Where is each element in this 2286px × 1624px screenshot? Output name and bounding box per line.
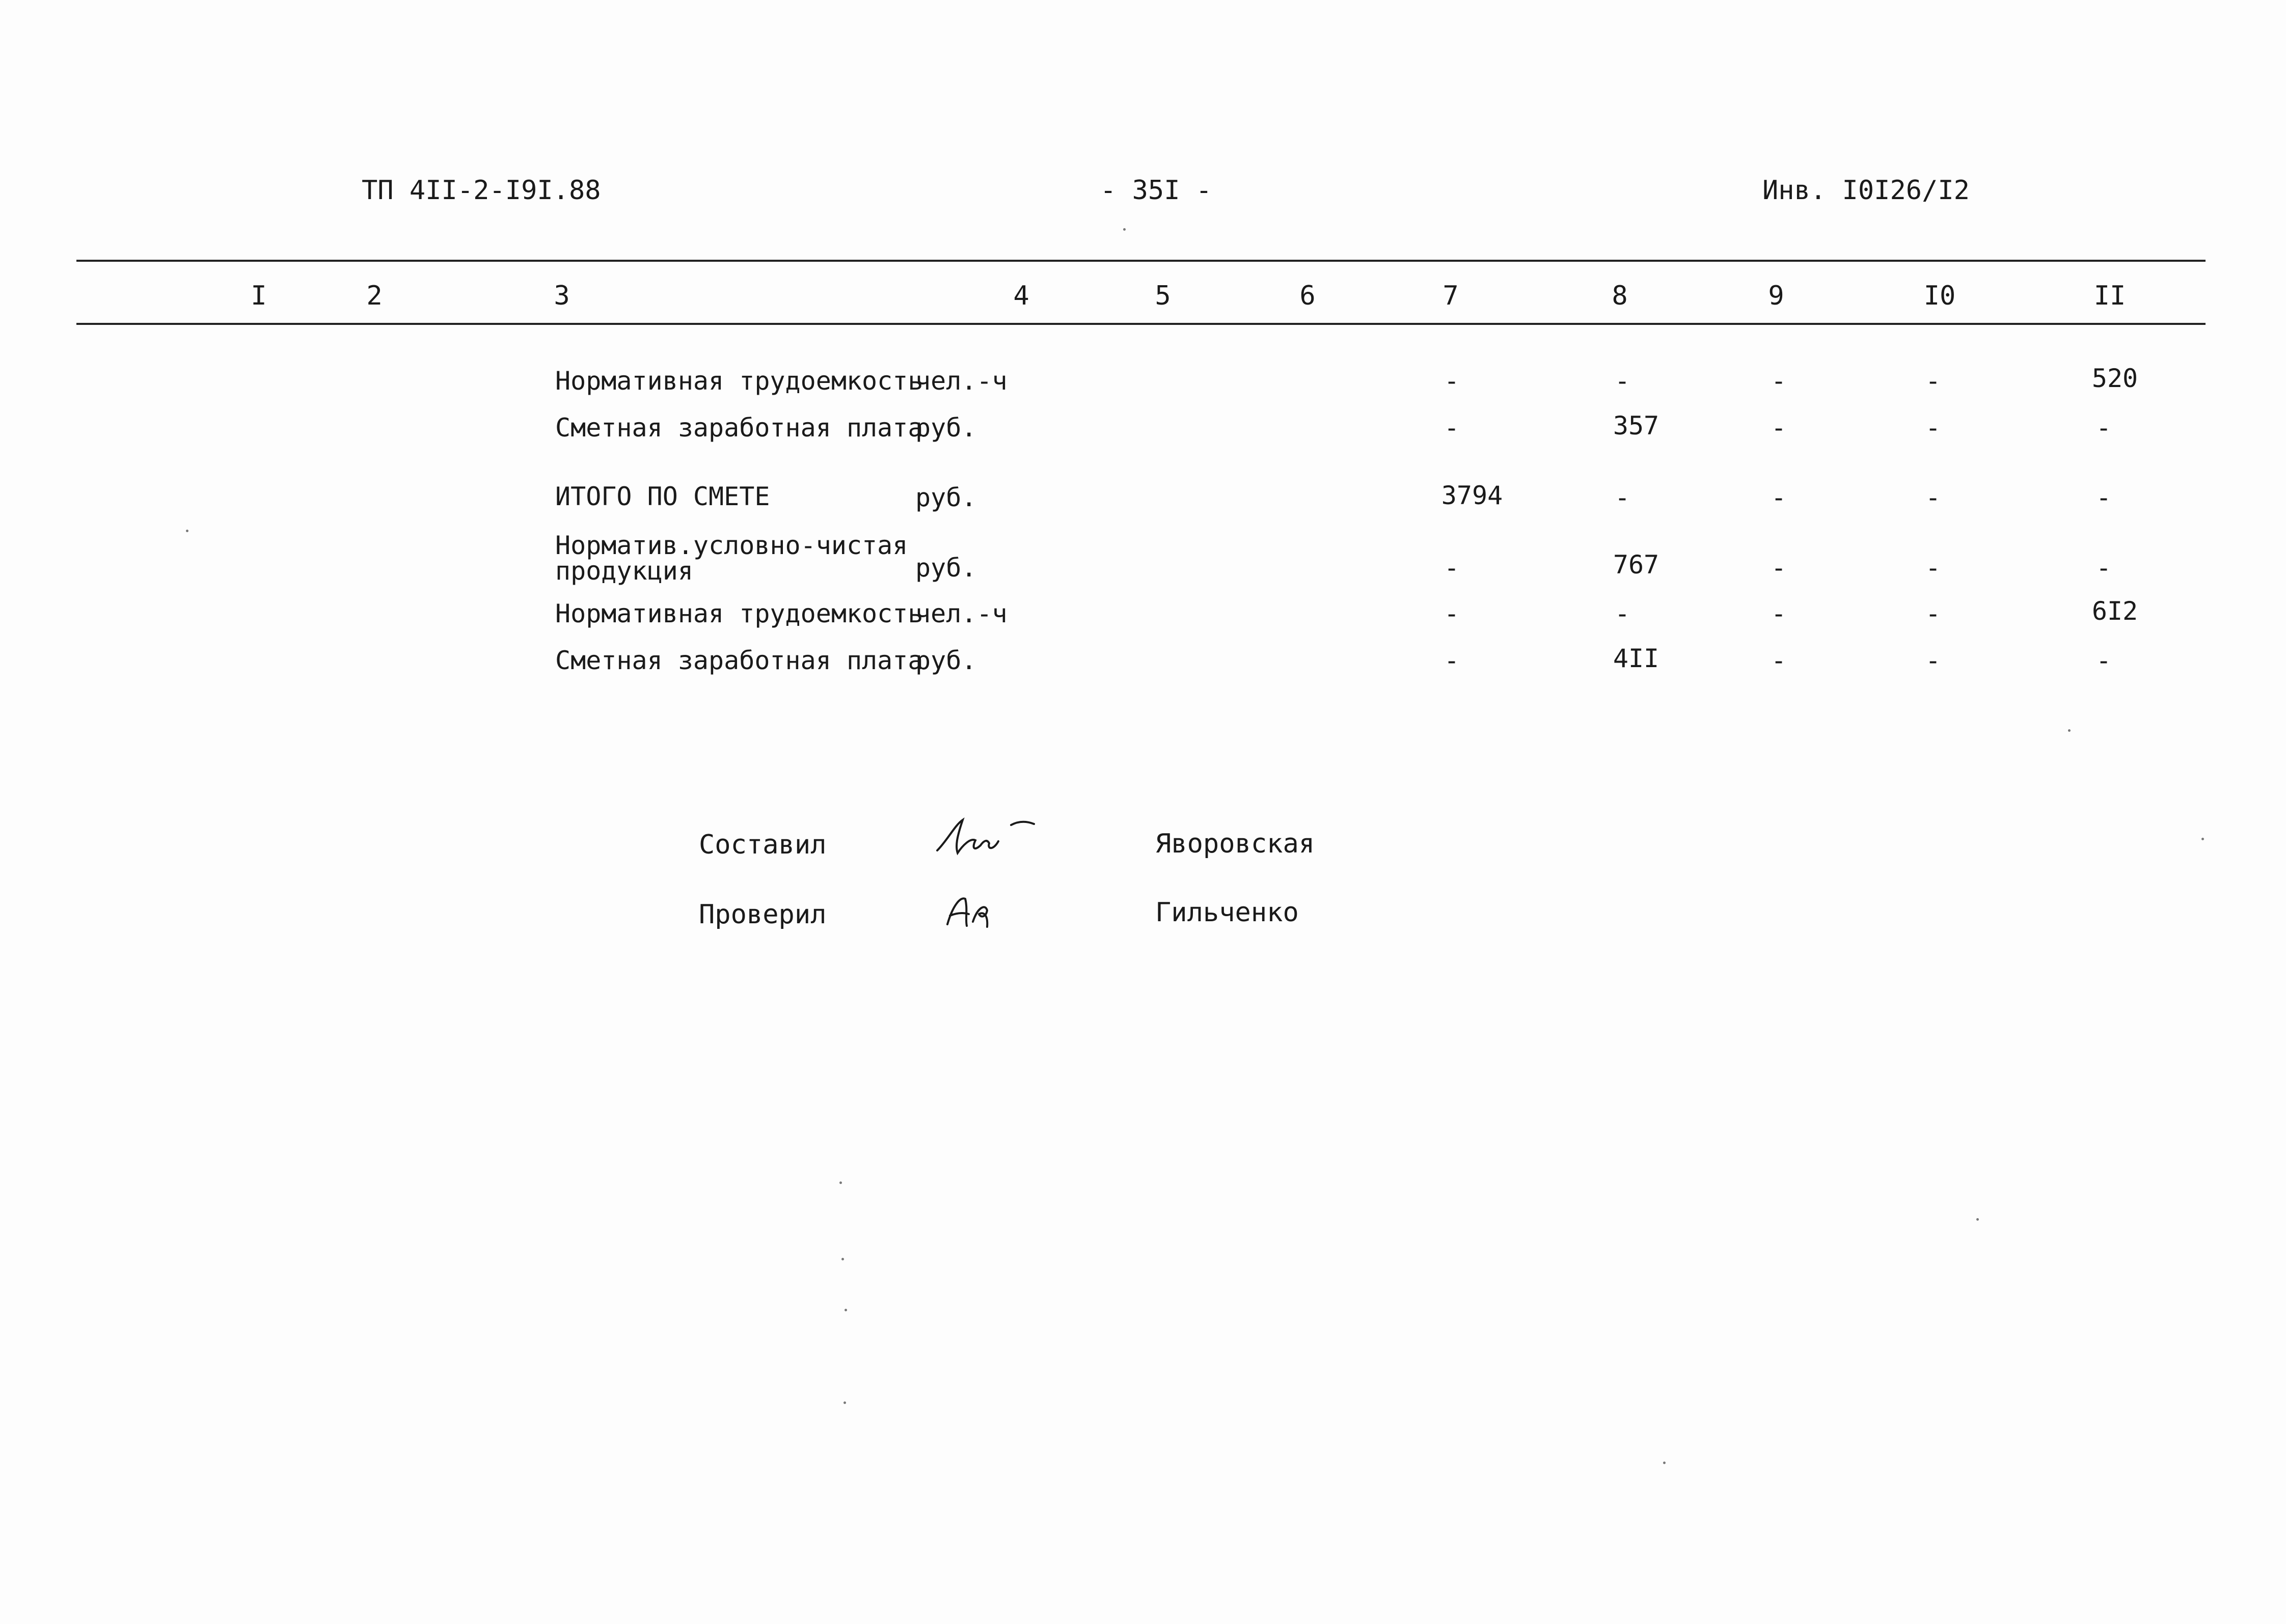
column-number-10: I0 xyxy=(1923,281,1956,311)
scan-speck xyxy=(843,1401,846,1404)
checked-signature-mark xyxy=(937,886,1009,937)
table-row-4-label-line2: продукция xyxy=(555,556,693,586)
column-number-6: 6 xyxy=(1299,281,1316,311)
table-row-6-col9: - xyxy=(1771,646,1787,675)
table-row-1-unit: чел.-ч xyxy=(915,366,1008,396)
table-row-5-unit: чел.-ч xyxy=(915,599,1008,628)
table-row-5-label: Нормативная трудоемкость xyxy=(555,599,923,628)
table-row-1-label: Нормативная трудоемкость xyxy=(555,366,923,396)
table-row-4-col7: - xyxy=(1444,553,1460,583)
inventory-number: Инв. I0I26/I2 xyxy=(1762,175,1970,206)
scan-speck xyxy=(841,1258,844,1260)
table-row-1-col8: - xyxy=(1614,366,1630,396)
column-number-5: 5 xyxy=(1155,281,1171,311)
table-row-5-col9: - xyxy=(1771,599,1787,628)
table-row-2-unit: руб. xyxy=(915,413,977,443)
doc-code: ТП 4II-2-I9I.88 xyxy=(362,175,601,206)
table-row-2-col10: - xyxy=(1925,413,1941,443)
column-number-8: 8 xyxy=(1612,281,1628,311)
table-row-2-col9: - xyxy=(1771,413,1787,443)
scan-speck xyxy=(1976,1218,1979,1221)
checked-by-name: Гильченко xyxy=(1155,897,1299,928)
column-number-2: 2 xyxy=(366,281,383,311)
table-row-4-label xyxy=(555,533,908,584)
table-row-3-unit: руб. xyxy=(915,483,977,512)
scan-speck xyxy=(2068,729,2071,732)
scan-speck xyxy=(1123,228,1126,231)
table-row-5-col10: - xyxy=(1925,599,1941,628)
table-row-3-col9: - xyxy=(1771,483,1787,512)
table-row-6-col11: - xyxy=(2096,646,2112,675)
compiled-by-label: Составил xyxy=(699,830,827,860)
table-row-4-col8: 767 xyxy=(1613,550,1659,580)
table-row-6-unit: руб. xyxy=(915,646,977,675)
table-row-3-col10: - xyxy=(1925,483,1941,512)
table-row-3-col11: - xyxy=(2096,483,2112,512)
scan-speck xyxy=(186,530,188,532)
table-header-bottom-rule xyxy=(76,323,2206,325)
column-number-1: I xyxy=(251,281,267,311)
table-row-2-label: Сметная заработная плата xyxy=(555,413,923,443)
scan-speck xyxy=(1663,1462,1666,1464)
table-row-4-col11: - xyxy=(2096,553,2112,583)
table-row-6-label: Сметная заработная плата xyxy=(555,646,923,675)
table-row-2-col11: - xyxy=(2096,413,2112,443)
table-row-1-col10: - xyxy=(1925,366,1941,396)
table-row-4-col10: - xyxy=(1925,553,1941,583)
table-row-5-col7: - xyxy=(1444,599,1460,628)
table-row-3-col8: - xyxy=(1614,483,1630,512)
checked-by-label: Проверил xyxy=(699,899,827,930)
table-row-2-col7: - xyxy=(1444,413,1460,443)
table-row-3-col7: 3794 xyxy=(1441,481,1503,510)
table-row-6-col7: - xyxy=(1444,646,1460,675)
table-row-6-col8: 4II xyxy=(1613,644,1659,673)
table-row-2-col8: 357 xyxy=(1613,411,1659,441)
column-number-7: 7 xyxy=(1443,281,1459,311)
table-row-6-col10: - xyxy=(1925,646,1941,675)
table-row-1-col11: 520 xyxy=(2091,364,2138,393)
table-row-1-col7: - xyxy=(1444,366,1460,396)
table-row-4-unit: руб. xyxy=(915,553,977,583)
scan-speck xyxy=(839,1181,842,1184)
column-number-9: 9 xyxy=(1768,281,1784,311)
scan-speck xyxy=(2201,838,2204,840)
column-number-11: II xyxy=(2093,281,2126,311)
table-row-4-label-line1: Норматив.условно-чистая xyxy=(555,531,908,560)
compiled-signature-mark xyxy=(927,810,1049,866)
column-number-4: 4 xyxy=(1013,281,1029,311)
page-number: - 35I - xyxy=(1100,175,1212,206)
table-row-5-col8: - xyxy=(1614,599,1630,628)
table-top-rule xyxy=(76,260,2206,262)
table-row-5-col11: 6I2 xyxy=(2091,596,2138,626)
table-row-1-col9: - xyxy=(1771,366,1787,396)
column-number-3: 3 xyxy=(554,281,570,311)
table-row-3-label: ИТОГО ПО СМЕТЕ xyxy=(555,482,770,511)
table-row-4-col9: - xyxy=(1771,553,1787,583)
compiled-by-name: Яворовская xyxy=(1155,829,1315,859)
scan-speck xyxy=(845,1309,847,1311)
